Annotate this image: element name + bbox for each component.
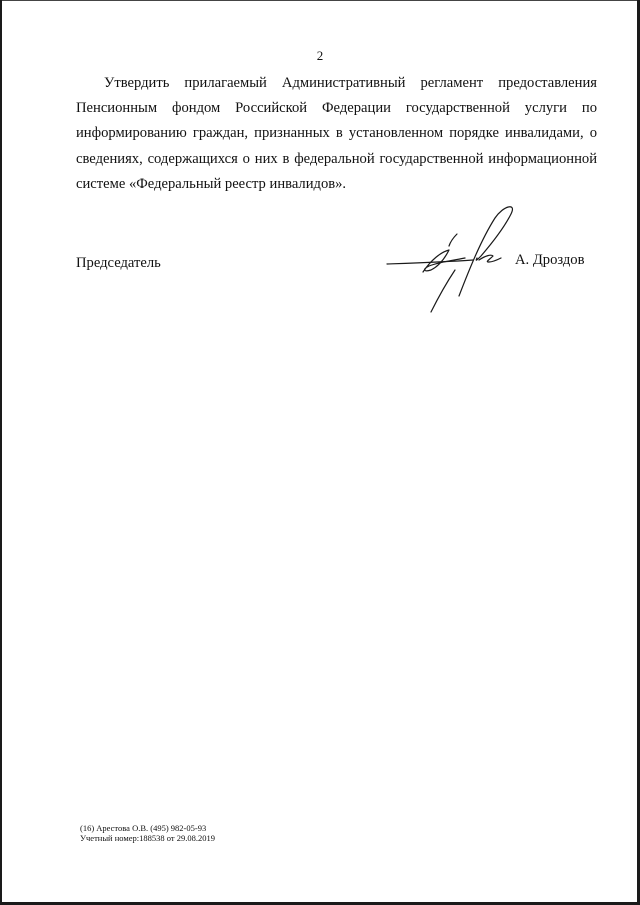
- signatory-name: А. Дроздов: [515, 252, 585, 268]
- registration-number: Учетный номер:188538 от 29.08.2019: [80, 833, 215, 843]
- scan-edge-left: [0, 0, 2, 905]
- page-number: 2: [316, 48, 324, 63]
- decree-paragraph: Утвердить прилагаемый Административный регламент предоставления Пенсионным фондом Российской Федерации государственной услуги по информированию граждан, признанных в установленном порядке инвалидами, о сведениях, содержащихся о них в федеральной государственной информационной системе «Федеральный реестр инвалидов».: [76, 75, 597, 192]
- signatory-role: Председатель: [76, 255, 161, 271]
- scan-edge-top: [0, 0, 640, 1]
- executor-contact: (16) Арестова О.В. (495) 982-05-93: [80, 823, 207, 833]
- handwritten-signature: [385, 200, 515, 315]
- executor-footer: [80, 823, 215, 843]
